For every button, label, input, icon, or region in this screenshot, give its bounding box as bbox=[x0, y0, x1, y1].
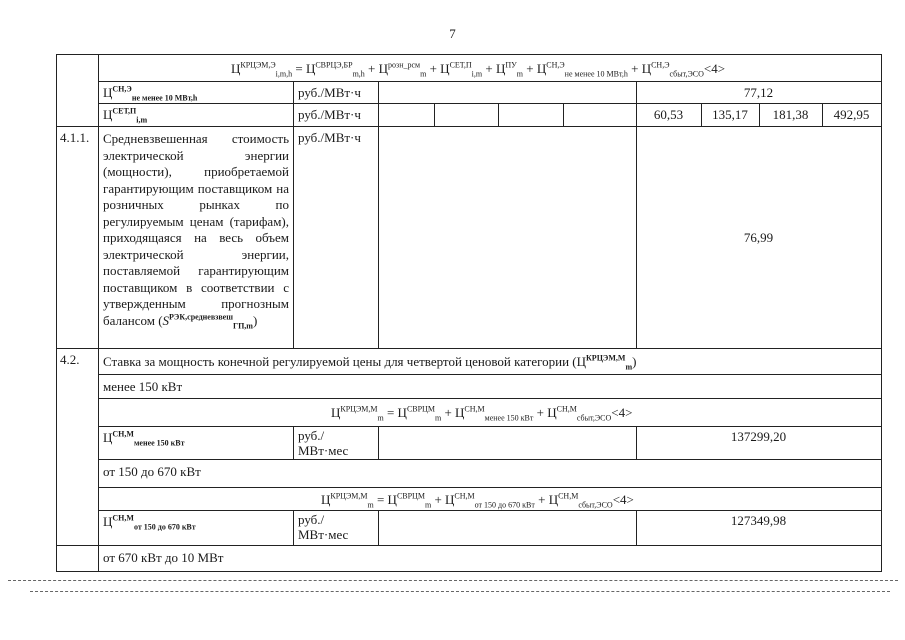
symbol-network-rate: $Ц^{СЕТ,П}_{i,m}$ bbox=[103, 106, 148, 125]
rule bbox=[56, 54, 57, 572]
scan-artifact-line bbox=[30, 591, 890, 592]
formula-capacity-under-150: $Ц^{КРЦЭМ,М}_m = Ц^{СВРЦМ}_m + Ц^{СН,М}_{менее 150 кВт} + Ц^{СН,М}_{сбыт,ЭСО}<4>$ bbox=[331, 404, 633, 423]
rule bbox=[378, 510, 379, 545]
row-number: 4.2. bbox=[60, 352, 80, 367]
value-cell: 77,12 bbox=[743, 85, 774, 100]
symbol-capacity-markup: $Ц^{СН,М}_{менее 150 кВт}$ bbox=[103, 429, 185, 448]
row-description: Средневзвешенная стоимость электрической энергии (мощности), приобретаемой гарантирующим поставщиком на розничных рынках по регулируемым ценам (тарифам), приходящаяся на весь объем электрической энергии, поставляемой гарантирующим поставщиком в соответствии с утвержденным прогнозным балансом $(S^{РЭК,средневзвеш}_{ГП,m})$ bbox=[103, 131, 289, 331]
tariff-table bbox=[56, 54, 881, 572]
value-cell: 181,38 bbox=[772, 107, 809, 122]
value-cell: 76,99 bbox=[743, 230, 774, 245]
rule bbox=[293, 81, 294, 348]
value-cell: 60,53 bbox=[653, 107, 684, 122]
value-cell: 127349,98 bbox=[730, 513, 787, 528]
rule bbox=[563, 103, 564, 126]
rule bbox=[98, 426, 881, 427]
symbol-capacity-markup: $Ц^{СН,М}_{от 150 до 670 кВт}$ bbox=[103, 513, 196, 532]
rule bbox=[98, 487, 881, 488]
unit-label: руб./МВт·ч bbox=[298, 85, 361, 100]
subsection-label: от 670 кВт до 10 МВт bbox=[103, 550, 224, 565]
rule bbox=[98, 81, 881, 82]
rule bbox=[56, 545, 881, 546]
rule bbox=[98, 374, 881, 375]
section-title: Ставка за мощность конечной регулируемой цены для четвертой ценовой категории $(Ц^{КРЦЭМ,М}_m)$ bbox=[103, 353, 637, 372]
formula-capacity-150-670: $Ц^{КРЦЭМ,М}_m = Ц^{СВРЦМ}_m + Ц^{СН,М}_{от 150 до 670 кВт} + Ц^{СН,М}_{сбыт,ЭСО}<4>$ bbox=[321, 491, 634, 510]
rule bbox=[98, 459, 881, 460]
symbol-sales-markup-energy: $Ц^{СН,Э}_{не менее 10 МВт,h}$ bbox=[103, 84, 198, 103]
value-cell: 135,17 bbox=[712, 107, 748, 122]
unit-label: руб./ bbox=[298, 428, 325, 443]
value-cell: 137299,20 bbox=[730, 429, 787, 444]
unit-label: руб./МВт·ч bbox=[298, 130, 361, 145]
rule bbox=[498, 103, 499, 126]
rule bbox=[378, 81, 379, 348]
value-cell: 492,95 bbox=[833, 107, 870, 122]
rule bbox=[98, 510, 881, 511]
rule bbox=[56, 348, 881, 349]
rule bbox=[378, 426, 379, 459]
unit-label: МВт·мес bbox=[298, 527, 349, 542]
row-number: 4.1.1. bbox=[60, 130, 90, 145]
rule bbox=[434, 103, 435, 126]
scan-artifact-line bbox=[8, 580, 898, 581]
page-number: 7 bbox=[449, 26, 456, 41]
subsection-label: от 150 до 670 кВт bbox=[103, 464, 201, 479]
rule bbox=[98, 398, 881, 399]
unit-label: руб./ bbox=[298, 512, 325, 527]
rule bbox=[881, 54, 882, 572]
rule bbox=[98, 54, 99, 572]
rule bbox=[56, 571, 881, 572]
rule bbox=[56, 54, 881, 55]
formula-energy-price: $Ц^{КРЦЭМ,Э}_{i,m,h} = Ц^{СВРЦЭ,БР}_{m,h} + Ц^{розн\_рсм}_m + Ц^{СЕТ,П}_{i,m} + Ц^{ПУ}_m + Ц^{СН,Э}_{не менее 10 МВт,h} + Ц^{СН,Э}_{сбыт,ЭСО}<4>$ bbox=[231, 60, 726, 79]
unit-label: руб./МВт·ч bbox=[298, 107, 361, 122]
rule bbox=[293, 426, 294, 459]
rule bbox=[98, 103, 881, 104]
rule bbox=[56, 126, 881, 127]
unit-label: МВт·мес bbox=[298, 443, 349, 458]
rule bbox=[293, 510, 294, 545]
subsection-label: менее 150 кВт bbox=[103, 379, 183, 394]
